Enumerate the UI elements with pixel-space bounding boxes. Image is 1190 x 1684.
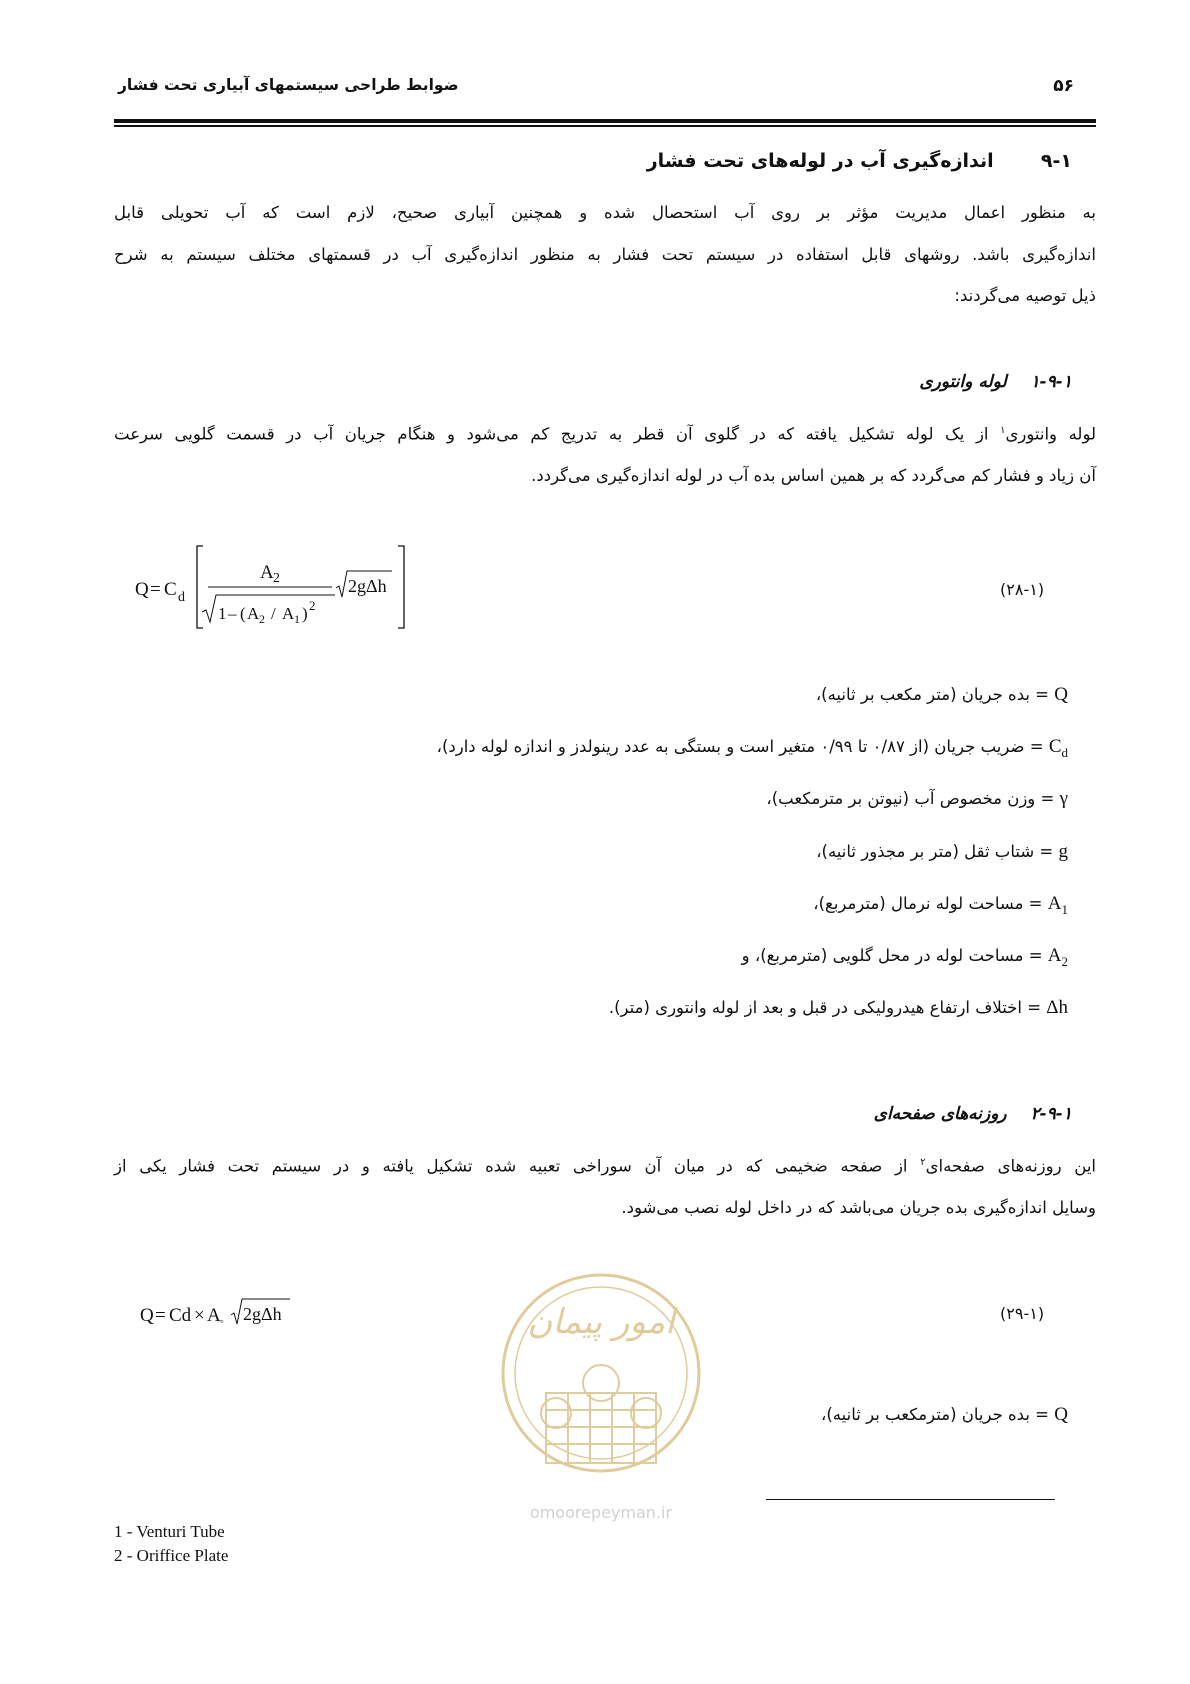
eq-coef-sub: d [178, 590, 185, 605]
definition-a1 [813, 893, 1068, 918]
eq-lhs: Q [135, 579, 149, 600]
definition-gamma [766, 788, 1068, 810]
eq2-coef: Cd [169, 1305, 192, 1326]
eq2-root: 2gΔh [243, 1304, 282, 1324]
eq-den-pow: 2 [309, 598, 316, 613]
definition-a2 [742, 945, 1068, 970]
def-symbol: $A_1$ [1047, 893, 1068, 917]
def-text: = مساحت لوله نرمال (مترمربع)، [813, 894, 1043, 913]
def-symbol: Δh [1046, 997, 1068, 1018]
subsection-number: ۲-۹-۱ [1030, 1104, 1072, 1124]
inline-term: لوله وانتوری [1005, 424, 1097, 444]
equation-number-28: (۲۸-۱) [1000, 580, 1045, 599]
paragraph-line [114, 1142, 1096, 1187]
eq-coef: C [164, 579, 177, 600]
page-number: ۵۶ [1053, 76, 1074, 96]
section-title: اندازه‌گیری آب در لوله‌های تحت فشار [646, 150, 994, 172]
def-text: = ضریب جریان (از ۰/۸۷ تا ۰/۹۹ متغیر است و بستگی به عدد رینولدز و اندازه لوله دارد)، [436, 737, 1044, 756]
def-symbol: Q [1054, 1404, 1068, 1425]
intro-paragraph [114, 192, 1096, 317]
eq-den-a2: A [247, 604, 260, 623]
footnote-ref: ۱ [1000, 425, 1006, 436]
subsection-title: روزنه‌های صفحه‌ای [873, 1104, 1007, 1124]
definition-delta-h [609, 997, 1068, 1019]
eq2-lhs: Q [140, 1305, 154, 1326]
inline-text: از یک لوله تشکیل یافته که در گلوی آن قطر به تدریج کم می‌شود و هنگام جریان آب در قسمت گلویی سرعت [114, 424, 989, 444]
def-symbol: g [1058, 841, 1068, 862]
def-text: = بده جریان (متر مکعب بر ثانیه)، [815, 685, 1050, 704]
inline-text: از صفحه ضخیمی که در میان آن سوراخی تعبیه شده تشکیل یافته و در سیستم تحت فشار یکی از [114, 1156, 908, 1176]
def-symbol: $C_d$ [1048, 736, 1068, 760]
def-text: = بده جریان (مترمکعب بر ثانیه)، [821, 1405, 1050, 1424]
paragraph-line: به منظور اعمال مدیریت مؤثر بر روی آب استحصال شده و همچنین آبیاری صحیح، لازم است که آب تحویلی قابل [114, 203, 1096, 222]
eq-numerator-sub: 2 [273, 571, 280, 586]
footnote-1: 1 - Venturi Tube [114, 1522, 225, 1541]
footnote-2: 2 - Oriffice Plate [114, 1546, 229, 1565]
eq-den-one: 1 [218, 604, 227, 623]
paragraph-line: وسایل اندازه‌گیری بده جریان می‌باشد که در داخل لوله نصب می‌شود. [621, 1198, 1096, 1217]
paragraph-line: اندازه‌گیری باشد. روشهای قابل استفاده در سیستم تحت فشار به منظور اندازه‌گیری آب در قسمتهای مختلف سیستم به شرح [114, 244, 1096, 264]
subsection-heading-venturi [919, 372, 1072, 392]
definition-g [816, 841, 1068, 863]
eq-root: 2gΔh [348, 576, 387, 596]
eq2-area: A [207, 1305, 221, 1326]
footnote-rule [766, 1499, 1055, 1500]
watermark-url: omoorepeyman.ir [529, 1503, 673, 1522]
svg-text:/: / [271, 604, 276, 623]
section-number: ۹-۱ [1040, 150, 1072, 172]
svg-text:=: = [155, 1305, 166, 1326]
footnote-ref: ۲ [920, 1157, 926, 1168]
def-text: = شتاب ثقل (متر بر مجذور ثانیه)، [816, 842, 1054, 861]
svg-text:=: = [150, 579, 161, 600]
subsection-heading-orifice [874, 1104, 1072, 1124]
subsection-title: لوله وانتوری [919, 372, 1007, 392]
watermark-emblem-icon [496, 1263, 706, 1503]
orifice-paragraph [114, 1142, 1096, 1229]
svg-text:–: – [228, 604, 237, 623]
watermark-text: امور پیمان [527, 1302, 675, 1342]
svg-text:(: ( [240, 604, 246, 623]
inline-term: این روزنه‌های صفحه‌ای [925, 1156, 1096, 1176]
subsection-number: ۱-۹-۱ [1030, 372, 1072, 392]
def-symbol: $A_2$ [1047, 945, 1068, 969]
eq-numerator: A [260, 562, 274, 583]
def-symbol: Q [1054, 684, 1068, 705]
running-header-title: ضوابط طراحی سیستمهای آبیاری تحت فشار [118, 76, 459, 94]
section-heading [647, 150, 1072, 172]
header-rule-thin [114, 125, 1096, 127]
footnotes [114, 1520, 228, 1568]
def-text: = مساحت لوله در محل گلویی (مترمربع)، و [741, 946, 1043, 965]
definition-cd [437, 736, 1068, 761]
eq2-area-sub: ◦ [220, 1316, 224, 1328]
equation-venturi [130, 540, 430, 640]
equation-orifice [140, 1295, 360, 1335]
svg-text:): ) [302, 604, 308, 623]
paragraph-line: ذیل توصیه می‌گردند: [954, 286, 1096, 305]
paragraph-line: آن زیاد و فشار کم می‌گردد که بر همین اساس بده آب در لوله اندازه‌گیری می‌گردد. [531, 466, 1096, 485]
equation-number-29: (۲۹-۱) [1000, 1304, 1045, 1323]
venturi-paragraph [114, 410, 1096, 497]
paragraph-line [114, 410, 1096, 455]
eq-den-a1-sub: 1 [294, 612, 300, 626]
def-text: = اختلاف ارتفاع هیدرولیکی در قبل و بعد از لوله وانتوری (متر). [608, 998, 1042, 1017]
watermark-logo [496, 1263, 706, 1533]
eq2-times: × [194, 1305, 205, 1326]
def-text: = وزن مخصوص آب (نیوتن بر مترمکعب)، [766, 789, 1055, 808]
definition-q-orifice [821, 1404, 1068, 1426]
eq-den-a2-sub: 2 [259, 612, 265, 626]
header-rule-thick [114, 119, 1096, 123]
def-symbol: γ [1059, 788, 1068, 809]
eq-den-a1: A [282, 604, 295, 623]
definition-q [816, 684, 1068, 706]
